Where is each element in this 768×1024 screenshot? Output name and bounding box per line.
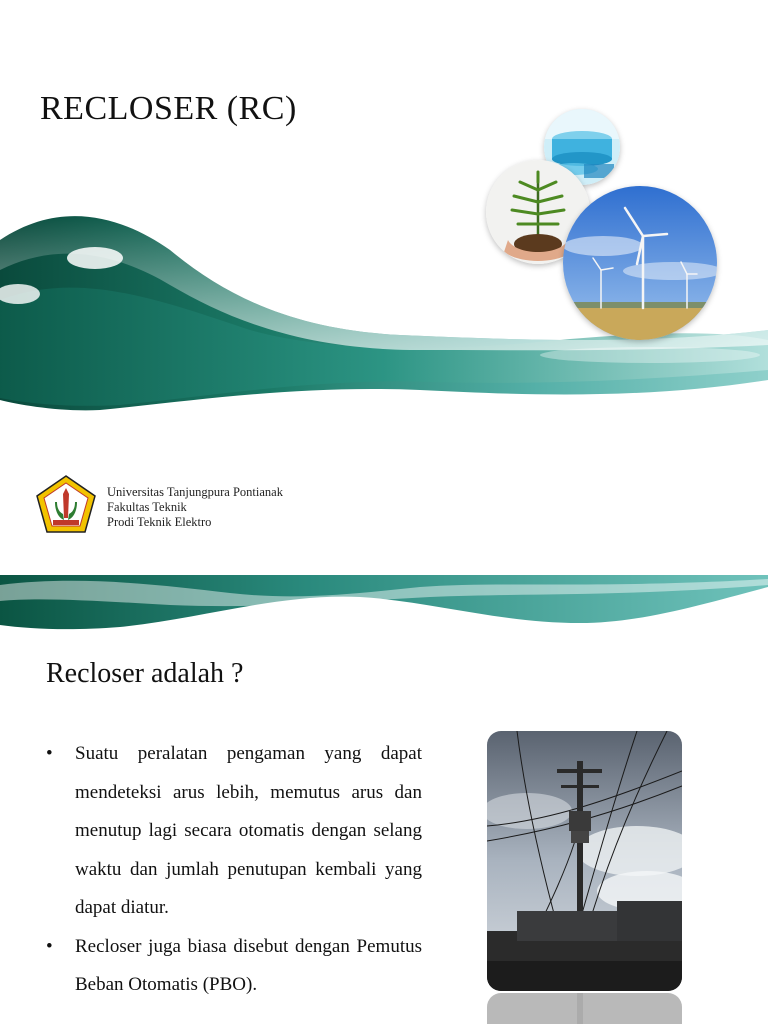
utility-pole-recloser-photo xyxy=(487,731,682,991)
wind-turbines-image xyxy=(563,186,717,340)
bullet-marker: • xyxy=(46,743,53,764)
faculty-name: Fakultas Teknik xyxy=(107,500,187,514)
reflection-illustration xyxy=(487,993,682,1024)
teal-wave-header-decoration xyxy=(0,575,768,645)
bullet-text: Recloser juga biasa disebut dengan Pemutus Beban Otomatis (PBO). xyxy=(75,935,422,995)
slide-title: RECLOSER (RC) xyxy=(40,90,297,127)
institution-block xyxy=(107,485,283,530)
bullet-item xyxy=(46,928,422,1005)
bullet-list xyxy=(46,735,422,1005)
photo-reflection xyxy=(487,993,682,1024)
slide-heading: Recloser adalah ? xyxy=(46,658,244,689)
bullet-marker: • xyxy=(46,935,53,957)
bullet-item xyxy=(46,735,422,928)
university-name: Universitas Tanjungpura Pontianak xyxy=(107,485,283,499)
bullet-text: Suatu peralatan pengaman yang dapat mendeteksi arus lebih, memutus arus dan menutup lagi secara otomatis dengan selang waktu dan jumlah penutupan kembali yang dapat diatur. xyxy=(75,743,422,918)
utility-pole-illustration xyxy=(487,731,682,991)
content-slide xyxy=(0,575,768,1024)
university-logo-icon xyxy=(33,474,99,536)
program-name: Prodi Teknik Elektro xyxy=(107,515,212,529)
wind-turbine-illustration xyxy=(563,186,717,340)
